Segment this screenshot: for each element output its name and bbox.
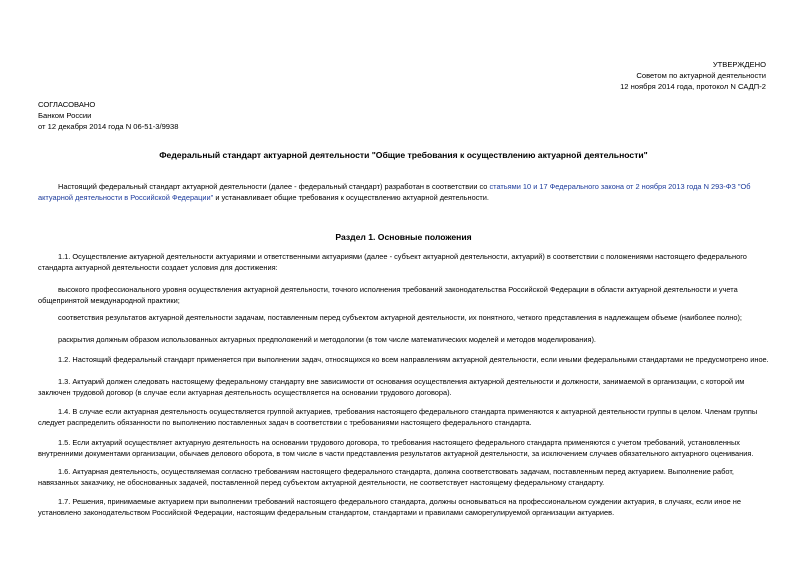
law-link[interactable]: статьями 10 и 17 Федерального закона от 2 ноября 2013 года N 293-ФЗ "Об актуарной деятельности в Российской Федерации" xyxy=(38,182,751,203)
paragraph-1-7: 1.7. Решения, принимаемые актуарием при выполнении требований настоящего федерального стандарта, должны основываться на профессиональном суждении актуария, в случаях, если иное не установлено законодательством Российской Федерации, настоящим федеральным стандартом, стандартами и правилами саморегулируемой организации актуариев. xyxy=(38,497,741,518)
approval-line: УТВЕРЖДЕНО xyxy=(712,60,766,69)
section-title: Раздел 1. Основные положения xyxy=(335,232,472,242)
paragraph-1-1: 1.1. Осуществление актуарной деятельности актуариями и ответственными актуариями (далее - субъект актуарной деятельности, актуарий) в соответствии с положениями настоящего федерального стандарта актуарной деятельности создает условия для достижения: xyxy=(38,252,747,273)
paragraph-list-item: соответствия результатов актуарной деятельности задачам, поставленным перед субъектом актуарной деятельности, их понятного, четкого представления в надлежащем объеме (наиболее полно); xyxy=(58,313,742,322)
approval-block xyxy=(620,59,766,92)
agreement-line: СОГЛАСОВАНО xyxy=(38,100,96,109)
paragraph-1-2: 1.2. Настоящий федеральный стандарт применяется при выполнении задач, относящихся ко всем направлениям актуарной деятельности, если иными федеральными стандартами не предусмотрено иное. xyxy=(58,355,769,364)
agreement-line: Банком России xyxy=(38,111,92,120)
paragraph-1-5: 1.5. Если актуарий осуществляет актуарную деятельность на основании трудового договора, то требования настоящего федерального стандарта применяются с учетом требований, установленных внутренними документами организации, обычаев делового оборота, в том числе в части представления результатов актуарной деятельности, за исключением случаев обязательного актуарного оценивания. xyxy=(38,438,754,459)
paragraph-list-item: раскрытия должным образом использованных актуарных предположений и методологии (в том числе математических моделей и методов моделирования). xyxy=(58,335,596,344)
intro-paragraph xyxy=(38,181,773,203)
agreement-block xyxy=(38,99,178,132)
paragraph-list-item: высокого профессионального уровня осуществления актуарной деятельности, точного исполнения требований законодательства Российской Федерации в области актуарной деятельности и учета общепринятой международной практики; xyxy=(38,285,738,306)
intro-text: Настоящий федеральный стандарт актуарной деятельности (далее - федеральный стандарт) разработан в соответствии со xyxy=(58,182,490,191)
approval-line: Советом по актуарной деятельности xyxy=(636,71,766,80)
paragraph-1-6: 1.6. Актуарная деятельность, осуществляемая согласно требованиям настоящего федерального стандарта, должна соответствовать задачам, поставленным перед актуарием. Выполнение работ, навязанных заказчику, не обоснованных задачей, поставленной перед субъектом актуарной деятельности, не соответствует настоящему федеральному стандарту. xyxy=(38,467,734,488)
document-title: Федеральный стандарт актуарной деятельности "Общие требования к осуществлению актуарной деятельности" xyxy=(159,150,648,160)
paragraph-1-3: 1.3. Актуарий должен следовать настоящему федеральному стандарту вне зависимости от основания осуществления актуарной деятельности и должности, занимаемой в организации, с которой им заключен трудовой договор (в случае если актуарная деятельность осуществляется на основании трудового договора). xyxy=(38,377,745,398)
approval-line: 12 ноября 2014 года, протокол N САДП-2 xyxy=(620,82,766,91)
intro-text-end: и устанавливает общие требования к осуществлению актуарной деятельности. xyxy=(213,193,489,203)
paragraph-1-4: 1.4. В случае если актуарная деятельность осуществляется группой актуариев, требования настоящего федерального стандарта применяются к актуарной деятельности группы в целом. Членам группы следует распределить обязанности по выполнению поставленных задач в соответствии с требованиями настоящего федерального стандарта. xyxy=(38,407,758,428)
agreement-line: от 12 декабря 2014 года N 06-51-3/9938 xyxy=(38,122,179,131)
